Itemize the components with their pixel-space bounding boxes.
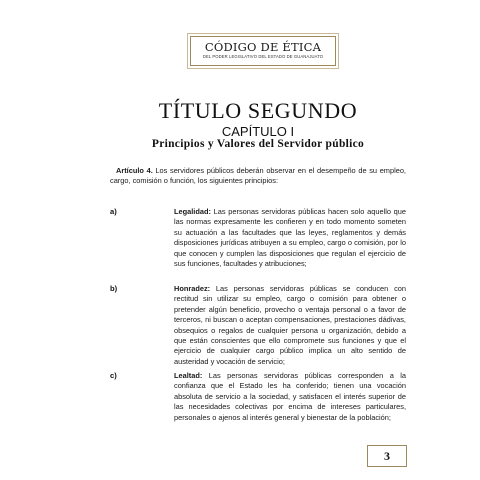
chapter-heading: CAPÍTULO I (221, 124, 295, 139)
title-heading: TÍTULO SEGUNDO (158, 98, 358, 123)
article-text: Los servidores públicos deberán observar en el desempeño de su empleo, cargo, comisión o función, los siguientes principios: (110, 166, 406, 186)
header-title: CÓDIGO DE ÉTICA (204, 40, 322, 54)
header-badge (190, 36, 336, 66)
article-label: Artículo 4. (116, 166, 153, 175)
item-body (174, 207, 406, 269)
item-term: Legalidad: (174, 207, 211, 216)
item-body (174, 371, 406, 423)
item-body (174, 284, 406, 367)
chapter-name: Principios y Valores del Servidor público (151, 138, 365, 150)
item-term: Honradez: (174, 284, 211, 293)
item-letter: a) (110, 207, 117, 216)
item-letter: c) (110, 371, 117, 380)
item-text: Las personas servidoras públicas corresponden a la confianza que el Estado les ha conferido; tienen una vocación absoluta de servicio a la sociedad, y satisfacen el interés superior de las necesidades colectivas por encima de intereses particulares, personales o ajenos al interés general y bienestar de la población; (174, 371, 406, 422)
item-term: Lealtad: (174, 371, 203, 380)
page-number: 3 (367, 445, 407, 467)
header-subtitle: DEL PODER LEGISLATIVO DEL ESTADO DE GUANAJUATO (202, 54, 324, 59)
item-letter: b) (110, 284, 118, 293)
article-4-paragraph (110, 166, 406, 187)
item-text: Las personas servidoras públicas se conducen con rectitud sin utilizar su empleo, cargo o comisión para obtener o pretender algún beneficio, provecho o ventaja personal o a favor de terceros, ni buscan o aceptan compensaciones, prestaciones dádivas, obsequios o regalos de cualquier persona u organización, debido a que están conscientes que ello compromete sus funciones y que el ejercicio de cualquier cargo público implica un alto sentido de austeridad y vocación de servicio; (174, 284, 406, 366)
item-text: Las personas servidoras públicas hacen solo aquello que las normas expresamente les confieren y en todo momento someten su actuación a las facultades que las leyes, reglamentos y demás disposiciones jurídicas atribuyen a su empleo, cargo o comisión, por lo que conocen y cumplen las disposiciones que regulan el ejercicio de sus funciones, facultades y atribuciones; (174, 207, 406, 269)
